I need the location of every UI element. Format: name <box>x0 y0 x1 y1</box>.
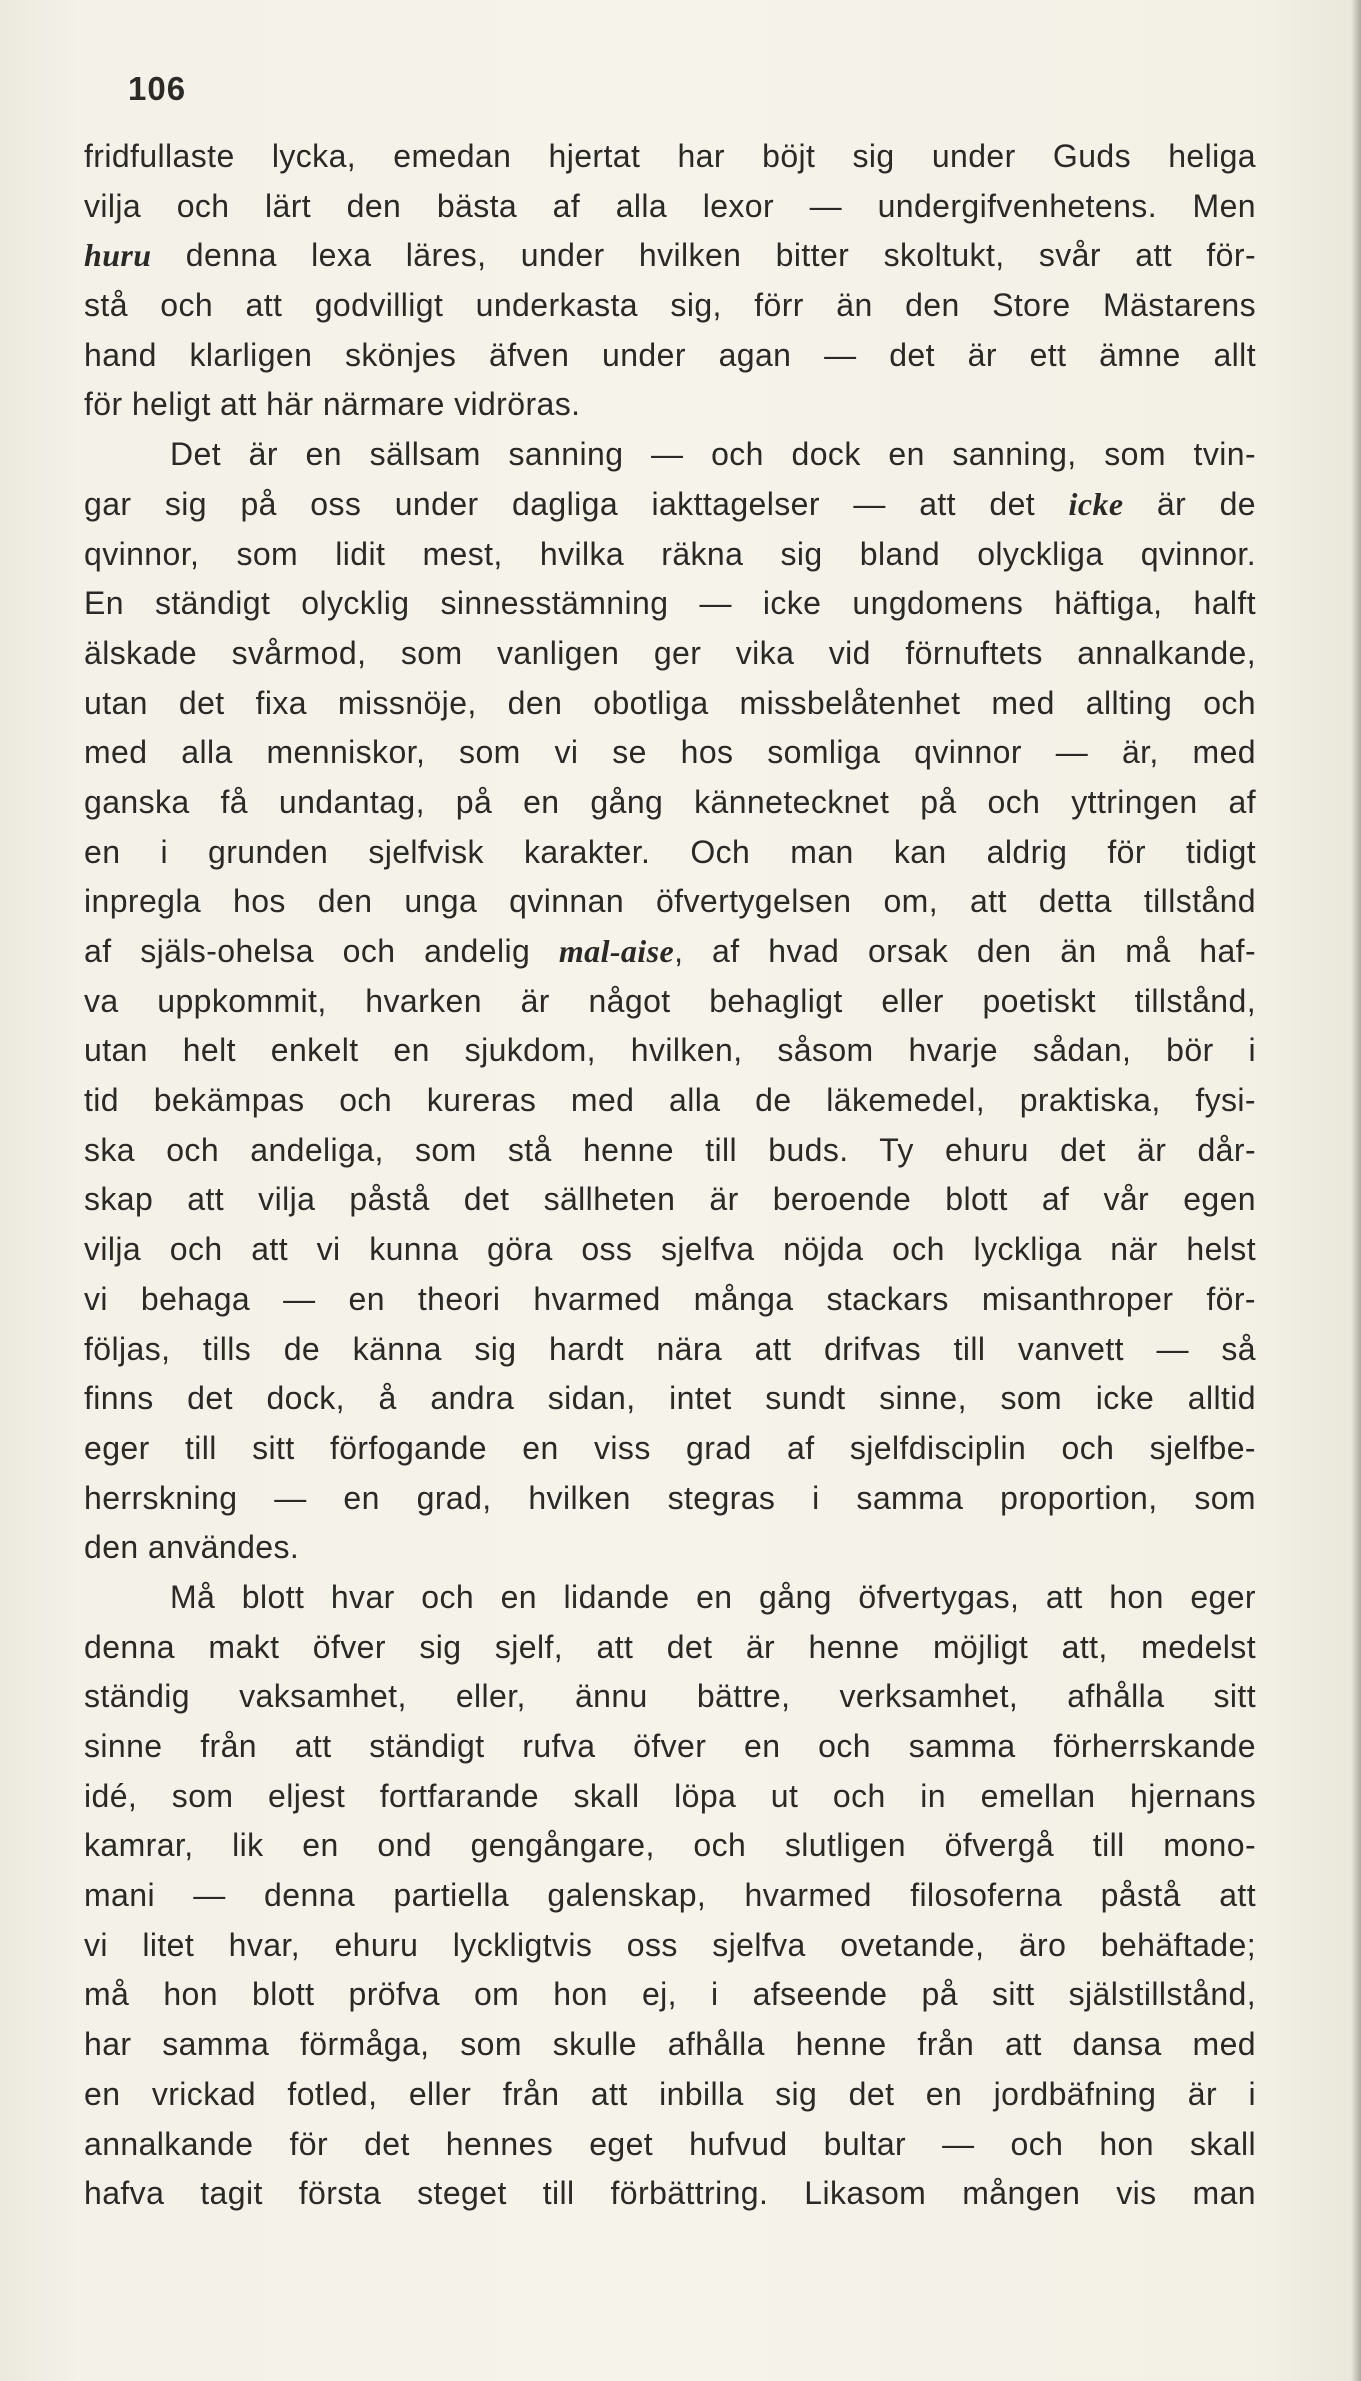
text-line: qvinnor, som lidit mest, hvilka räkna sig bland olyckliga qvinnor. <box>84 535 1256 572</box>
text-line: följas, tills de känna sig hardt nära att drifvas till vanvett — så <box>84 1330 1256 1367</box>
text-line: ganska få undantag, på en gång kännetecknet på och yttringen af <box>84 783 1256 820</box>
body-text <box>84 132 1256 2219</box>
text-line: herrskning — en grad, hvilken stegras i samma proportion, som <box>84 1479 1256 1516</box>
text-line: må hon blott pröfva om hon ej, i afseende på sitt själstillstånd, <box>84 1976 1256 2013</box>
text-line: ska och andeliga, som stå henne till buds. Ty ehuru det är dår- <box>84 1131 1256 1168</box>
text-span: denna lexa läres, under hvilken bitter skoltukt, svår att för- <box>151 237 1256 274</box>
text-line: va uppkommit, hvarken är något behagligt eller poetiskt tillstånd, <box>84 982 1256 1019</box>
text-line: denna makt öfver sig sjelf, att det är henne möjligt att, medelst <box>84 1628 1256 1665</box>
text-line: för heligt att här närmare vidröras. <box>84 386 581 423</box>
text-line: en i grunden sjelfvisk karakter. Och man kan aldrig för tidigt <box>84 833 1256 870</box>
text-line: ständig vaksamhet, eller, ännu bättre, verksamhet, afhålla sitt <box>84 1678 1256 1715</box>
text-line: vi litet hvar, ehuru lyckligtvis oss sjelfva ovetande, äro behäftade; <box>84 1926 1256 1963</box>
text-line: eger till sitt förfogande en viss grad af sjelfdisciplin och sjelfbe- <box>84 1429 1256 1466</box>
text-line: tid bekämpas och kureras med alla de läkemedel, praktiska, fysi- <box>84 1082 1256 1119</box>
text-line: en vrickad fotled, eller från att inbilla sig det en jordbäfning är i <box>84 2075 1256 2112</box>
text-line: stå och att godvilligt underkasta sig, förr än den Store Mästarens <box>84 287 1256 324</box>
page-number: 106 <box>128 70 187 107</box>
text-line: den användes. <box>84 1529 300 1566</box>
text-line: En ständigt olycklig sinnesstämning — icke ungdomens häftiga, halft <box>84 585 1256 622</box>
text-span: är de <box>1123 485 1256 522</box>
text-span: af själs-ohelsa och andelig <box>84 933 559 969</box>
text-line: älskade svårmod, som vanligen ger vika vid förnuftets annalkande, <box>84 634 1256 671</box>
text-line: med alla menniskor, som vi se hos somliga qvinnor — är, med <box>84 734 1256 771</box>
text-line: finns det dock, å andra sidan, intet sundt sinne, som icke alltid <box>84 1380 1256 1417</box>
text-line: fridfullaste lycka, emedan hjertat har böjt sig under Guds heliga <box>84 138 1256 174</box>
text-line: sinne från att ständigt rufva öfver en och samma förherrskande <box>84 1728 1256 1764</box>
italic-word: huru <box>84 237 152 274</box>
italic-word: icke <box>1068 485 1124 522</box>
text-line: har samma förmåga, som skulle afhålla henne från att dansa med <box>84 2026 1256 2063</box>
text-line: utan helt enkelt en sjukdom, hvilken, såsom hvarje sådan, bör i <box>84 1032 1256 1069</box>
text-line: skap att vilja påstå det sällheten är beroende blott af vår egen <box>84 1181 1256 1218</box>
text-line: utan det fixa missnöje, den obotliga missbelåtenhet med allting och <box>84 684 1256 721</box>
text-span: gar sig på oss under dagliga iakttagelser — att det <box>84 485 1069 522</box>
text-line: inpregla hos den unga qvinnan öfvertygelsen om, att detta tillstånd <box>84 883 1256 920</box>
text-line: vi behaga — en theori hvarmed många stackars misanthroper för- <box>84 1280 1256 1317</box>
text-line: annalkande för det hennes eget hufvud bultar — och hon skall <box>84 2125 1256 2162</box>
text-line: vilja och lärt den bästa af alla lexor — undergifvenhetens. Men <box>84 187 1256 224</box>
text-line: vilja och att vi kunna göra oss sjelfva nöjda och lyckliga när helst <box>84 1231 1256 1268</box>
text-line: Må blott hvar och en lidande en gång öfvertygas, att hon eger <box>170 1578 1256 1615</box>
text-line <box>84 480 1256 530</box>
text-line <box>84 927 1256 977</box>
text-span: , af hvad orsak den än må haf- <box>674 933 1256 969</box>
text-line: kamrar, lik en ond gengångare, och slutligen öfvergå till mono- <box>84 1827 1256 1864</box>
text-line: mani — denna partiella galenskap, hvarmed filosoferna påstå att <box>84 1877 1256 1914</box>
text-line: Det är en sällsam sanning — och dock en sanning, som tvin- <box>170 436 1256 473</box>
text-line <box>84 231 1256 281</box>
text-line: hafva tagit första steget till förbättring. Likasom mången vis man <box>84 2175 1256 2212</box>
page-edge-shadow <box>1351 0 1361 2381</box>
text-line: hand klarligen skönjes äfven under agan — det är ett ämne allt <box>84 336 1256 373</box>
italic-word: mal-aise <box>558 933 675 969</box>
text-line: idé, som eljest fortfarande skall löpa ut och in emellan hjernans <box>84 1777 1256 1814</box>
